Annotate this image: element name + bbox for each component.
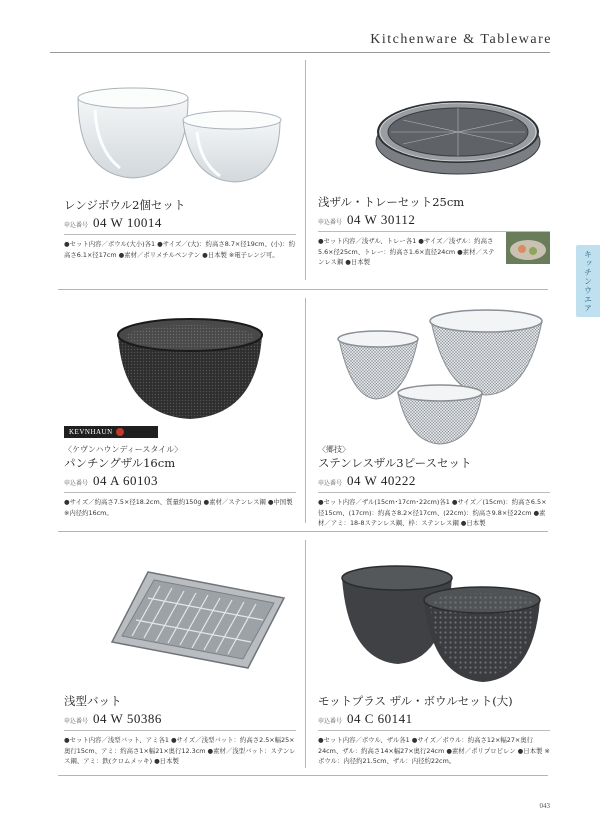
product-card-2 <box>318 195 550 268</box>
page-header-title: Kitchenware & Tableware <box>370 32 552 47</box>
column-divider-1 <box>305 60 306 280</box>
grid-divider-2 <box>58 531 548 532</box>
product-code: 04 C 60141 <box>347 711 413 726</box>
code-divider <box>64 234 296 235</box>
product-description: ●セット内容／ザル(15cm･17cm･22cm)各1 ●サイズ／(15cm)：約高さ6.5×径15cm、(17cm)：約高さ8.2×径17cm、(22cm)：約高さ9.8×径22cm ●素材／アミ：18-8ステンレス鋼、枠：ステンレス鋼 ●日本製 <box>318 498 547 527</box>
brand-logo-text: KEVNHAUN <box>69 428 113 436</box>
side-tab-label: キッチンウエア <box>583 249 593 313</box>
product-image-punching-colander[interactable] <box>115 315 265 425</box>
grid-divider-3 <box>58 775 548 776</box>
product-card-6 <box>318 694 550 767</box>
product-title: レンジボウル2個セット <box>64 198 186 212</box>
product-code-label: 申込番号 <box>64 480 89 487</box>
product-title: 浅型バット <box>64 694 122 708</box>
brand-logo-mark <box>116 428 124 436</box>
product-brand: 〈ケヴンハウンディースタイル〉 <box>64 445 183 454</box>
product-code-label: 申込番号 <box>64 718 89 725</box>
product-image-motplus-set[interactable] <box>338 560 543 685</box>
product-code-label: 申込番号 <box>318 480 343 487</box>
product-card-3 <box>64 444 296 518</box>
product-code-label: 申込番号 <box>318 718 343 725</box>
product-description: ●セット内容／浅ザル、トレー各1 ●サイズ／浅ザル：約高さ5.6×径25cm、トレー：約高さ1.6×直径24cm ●素材／ステンレス鋼 ●日本製 <box>318 237 495 266</box>
product-image-range-bowls[interactable] <box>75 80 290 190</box>
product-brand: 〈郷技〉 <box>318 445 350 454</box>
product-title: モットプラス ザル・ボウルセット(大) <box>318 694 513 708</box>
product-code: 04 A 60103 <box>93 473 158 488</box>
product-code: 04 W 50386 <box>93 711 162 726</box>
product-card-4 <box>318 444 550 529</box>
section-side-tab[interactable] <box>576 245 600 317</box>
product-image-colander-tray[interactable] <box>373 80 543 180</box>
code-divider <box>64 730 296 731</box>
code-divider <box>318 492 550 493</box>
product-image-steel-colander-set[interactable] <box>336 307 546 452</box>
column-divider-3 <box>305 540 306 768</box>
product-code: 04 W 40222 <box>347 473 416 488</box>
code-divider <box>318 730 550 731</box>
product-code: 04 W 10014 <box>93 215 162 230</box>
product-description: ●セット内容／浅型バット、アミ各1 ●サイズ／浅型バット：約高さ2.5×幅25×奥行15cm、アミ：約高さ1×幅21×奥行12.3cm ●素材／浅型バット：ステンレス鋼、アミ：鉄(クロムメッキ) ●日本製 <box>64 736 296 765</box>
product-description: ●セット内容／ボウル(大小)各1 ●サイズ／(大)：約高さ8.7×径19cm、(小)：約高さ6.1×径17cm ●素材／ポリメチルペンテン ●日本製 ※電子レンジ可。 <box>64 240 296 259</box>
product-code-label: 申込番号 <box>64 222 89 229</box>
product-card-5 <box>64 694 296 767</box>
grid-divider-1 <box>58 289 548 290</box>
product-code: 04 W 30112 <box>347 212 416 227</box>
product-description: ●サイズ／約高さ7.5×径18.2cm、質量約150g ●素材／ステンレス鋼 ●中国製 ※内径約16cm。 <box>64 498 293 517</box>
code-divider <box>318 231 550 232</box>
product-title: ステンレスザル3ピースセット <box>318 456 472 470</box>
product-title: 浅ザル・トレーセット25cm <box>318 195 465 209</box>
product-code-label: 申込番号 <box>318 219 343 226</box>
product-image-shallow-tray[interactable] <box>108 568 288 673</box>
product-description: ●セット内容／ボウル、ザル各1 ●サイズ／ボウル：約高さ12×幅27×奥行24cm、ザル：約高さ14×幅27×奥行24cm ●素材／ポリプロピレン ●日本製 ※ボウル：内径約21.5cm、ザル：内径約22cm。 <box>318 736 550 765</box>
header-rule <box>50 52 550 53</box>
code-divider <box>64 492 296 493</box>
page-number: 043 <box>539 802 550 810</box>
product-title: パンチングザル16cm <box>64 456 176 470</box>
column-divider-2 <box>305 298 306 523</box>
product-card-1 <box>64 198 296 260</box>
brand-logo <box>64 426 158 438</box>
